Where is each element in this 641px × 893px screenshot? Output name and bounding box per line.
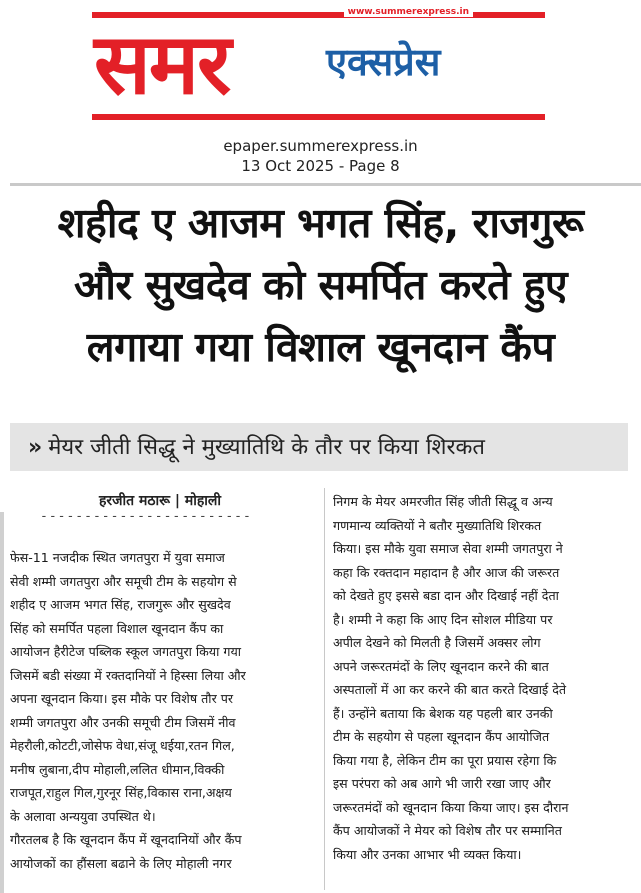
- headline-line-2: और सुखदेव को समर्पित करते हुए: [73, 261, 568, 309]
- body-line: किया। इस मौके युवा समाज सेवा शम्मी जगतपुरा ने: [333, 541, 563, 556]
- body-line: शहीद ए आजम भगत सिंह, राजगुरू और सुखदेव: [10, 597, 231, 612]
- body-line: अस्पतालों में आ कर करने की बात करते दिखाई देते: [333, 682, 567, 697]
- body-line: कैंप आयोजकों ने मेयर को विशेष तौर पर सम्मानित: [333, 823, 562, 838]
- article-byline: हरजीत मठारू | मोहाली: [98, 493, 222, 509]
- logo-samar: समर: [94, 15, 230, 113]
- edition-date-page: 13 Oct 2025 - Page 8: [241, 157, 400, 175]
- body-line: सेवी शम्मी जगतपुरा और समूची टीम के सहयोग से: [10, 573, 237, 589]
- logo-express: एक्सप्रेस: [326, 40, 441, 84]
- epaper-site: epaper.summerexpress.in: [223, 137, 418, 155]
- body-line: सिंह को समर्पित पहला विशाल खूनदान कैंप का: [10, 620, 224, 636]
- body-line: निगम के मेयर अमरजीत सिंह जीती सिद्धू व अन्य: [333, 494, 553, 509]
- body-line: मेहरौली,कोटटी,जोसेफ वेधा,संजू धईया,रतन गिल,: [10, 738, 235, 753]
- article-headline: [8, 192, 633, 378]
- body-line: मनीष लुबाना,दीप मोहाली,ललित धीमान,विक्की: [10, 761, 225, 777]
- body-line: फेस-11 नजदीक स्थित जगतपुरा में युवा समाज: [10, 550, 225, 565]
- body-line: जरूरतमंदों को खूनदान किया किया जाए। इस दौरान: [333, 799, 569, 815]
- subheadline-text: मेयर जीती सिद्धू ने मुख्यातिथि के तौर पर किया शिरकत: [48, 435, 485, 460]
- body-line: राजपूत,राहुल गिल,गुरनूर सिंह,विकास राना,अक्षय: [10, 785, 232, 800]
- masthead-url: www.summerexpress.in: [344, 7, 473, 17]
- body-line: अपना खूनदान किया। इस मौके पर विशेष तौर पर: [10, 691, 234, 706]
- body-line: किया और उनका आभार भी व्यक्त किया।: [333, 846, 522, 862]
- byline-separator: ------------------------: [40, 509, 252, 524]
- body-line: इस परंपरा को अब आगे भी जारी रखा जाए और: [333, 776, 551, 791]
- header-divider: [10, 183, 641, 186]
- body-line: जिसमें बडी संख्या में रक्तदानियों ने हिस्सा लिया और: [10, 667, 246, 683]
- left-edge-rule: [0, 512, 4, 893]
- body-line: को देखते हुए इससे बडा दान और दिखाई नहीं देता: [333, 588, 559, 603]
- body-line: है। शम्मी ने कहा कि आए दिन सोशल मीडिया पर: [333, 611, 553, 627]
- column-divider: [324, 488, 325, 890]
- body-line: आयोजन हैरीटेज पब्लिक स्कूल जगतपुरा किया गया: [10, 644, 242, 659]
- body-line: हैं। उन्होंने बताया कि बेशक यह पहली बार उनकी: [333, 705, 553, 721]
- article-body-left-column: [10, 546, 318, 875]
- article-subheadline: [28, 433, 628, 463]
- masthead: [92, 6, 545, 124]
- body-line: शम्मी जगतपुरा और उनकी समूची टीम जिसमें नीव: [10, 714, 236, 730]
- masthead-bottom-rule: [92, 114, 545, 120]
- body-line: गणमान्य व्यक्तियों ने बतौर मुख्यातिथि शिरकत: [333, 517, 542, 533]
- headline-line-3: लगाया गया विशाल खूनदान कैंप: [86, 323, 555, 371]
- body-line: आयोजकों का हौंसला बढाने के लिए मोहाली नगर: [10, 855, 232, 871]
- body-line: गौरतलब है कि खूनदान कैंप में खूनदानियों और कैंप: [10, 832, 242, 847]
- body-line: अपने जरूरतमंदों के लिए खूनदान करने की बात: [333, 658, 549, 674]
- body-line: टीम के सहयोग से पहला खूनदान कैंप आयोजित: [333, 729, 550, 744]
- headline-line-1: शहीद ए आजम भगत सिंह, राजगुरू: [57, 199, 584, 247]
- body-line: किया गया है, लेकिन टीम का पूरा प्रयास रहेगा कि: [333, 752, 557, 768]
- body-line: अपील देखने को मिलती है जिसमें अक्सर लोग: [333, 635, 541, 650]
- body-line: कहा कि रक्तदान महादान है और आज की जरूरत: [333, 564, 560, 580]
- chevron-marker-icon: »: [28, 435, 43, 460]
- body-line: के अलावा अन्ययुवा उपस्थित थे।: [10, 808, 156, 824]
- article-body-right-column: [333, 490, 631, 866]
